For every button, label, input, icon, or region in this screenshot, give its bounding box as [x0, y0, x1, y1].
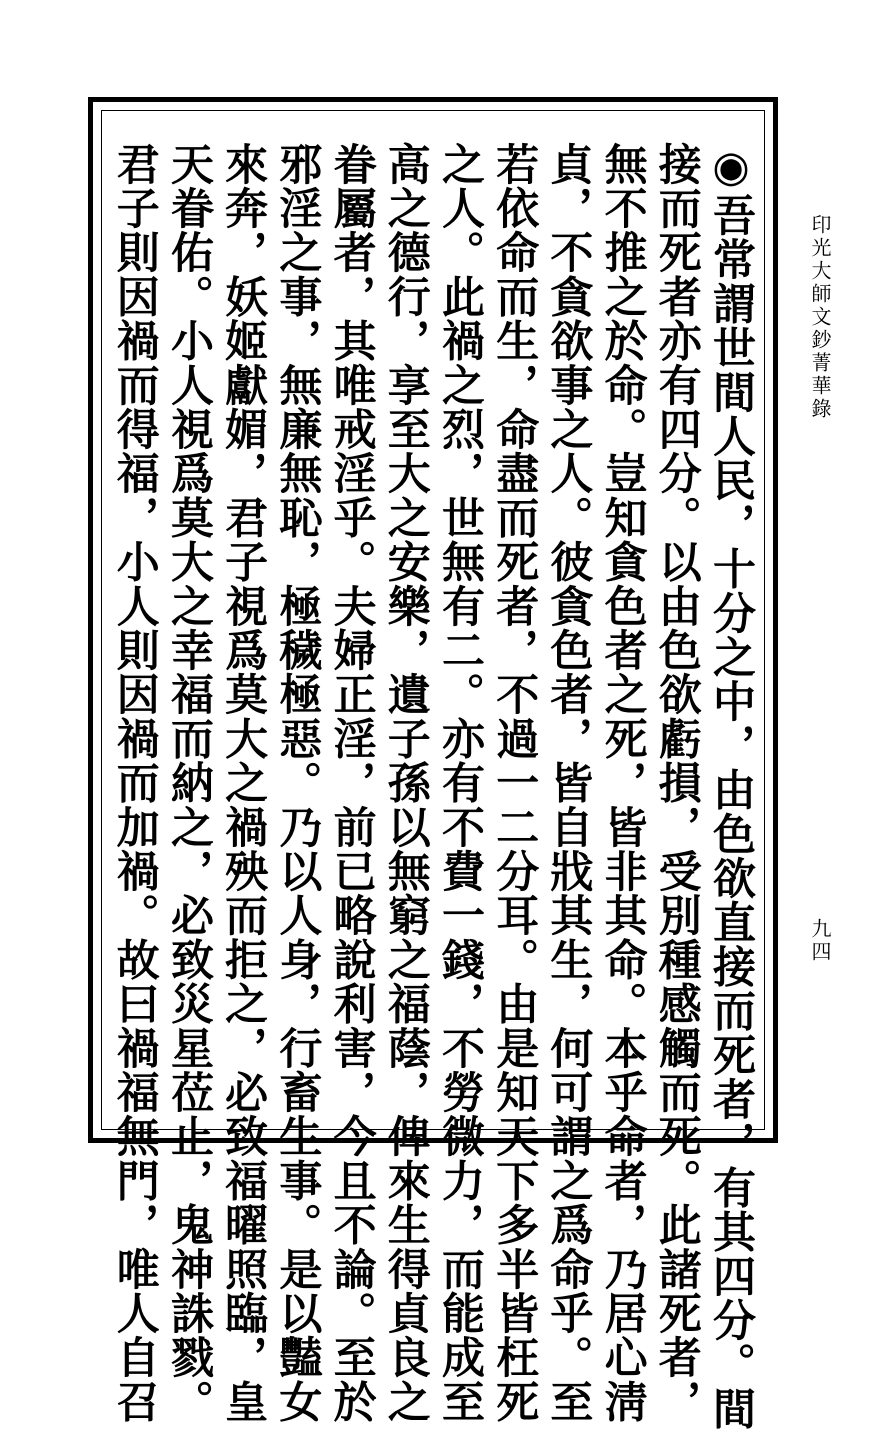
main-text-body: ◉吾常謂世間人民，十分之中，由色欲直接而死者，有其四分。間 接而死者亦有四分。以由色欲虧損，受別種感觸而死。此諸死者， 無不推之於命。豈知貪色者之死，皆非其命。本乎命者，乃居心淸 貞，不貪欲事之人。彼貪色者，皆自戕其生，何可謂之爲命乎。至 若依命而生，命盡而死者，不過一二分耳。由是知天下多半皆枉死 之人。此禍之烈，世無有二。亦有不費一錢，不勞微力，而能成至 高之德行，享至大之安樂，遺子孫以無窮之福蔭，俾來生得貞良之 眷屬者，其唯戒淫乎。夫婦正淫，前已略說利害，今且不論。至於 邪淫之事，無廉無恥，極穢極惡。乃以人身，行畜生事。是以豔女 來奔，妖姬獻媚，君子視爲莫大之禍殃而拒之，必致福曜照臨，皇 天眷佑。小人視爲莫大之幸福而納之，必致災星莅止，鬼神誅戮。 君子則因禍而得福，小人則因禍而加禍。故曰禍福無門，唯人自召: [109, 142, 756, 1431]
page-number: 九四: [808, 918, 832, 964]
running-head-book-title: 印光大師文鈔菁華錄: [808, 214, 832, 421]
